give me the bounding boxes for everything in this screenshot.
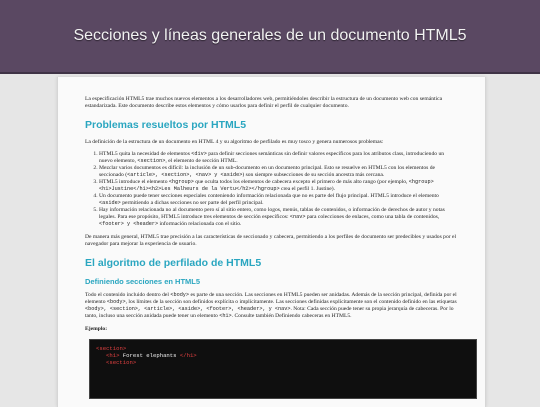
code-line: <section> bbox=[96, 345, 127, 352]
list-item: 1. HTML5 quita la necesidad de elementos <div> para definir secciones semánticas sin definir valores específicos para los atributos class, introduciendo un nuevo elemento, <section>, el elemento de sección HTML. bbox=[99, 151, 458, 165]
list-item: 2. Mezclar varios documentos es difícil: la inclusión de un sub-documento en un documento principal. Esto se resuelve en HTML5 con los elementos de seccionado (<article>, <section>, <nav> y <aside>) son siempre subsecciones de su sección ancestra más cercana. bbox=[99, 165, 458, 179]
document-sheet bbox=[57, 77, 486, 407]
code-line: <section> bbox=[106, 359, 137, 366]
section-heading-problems: Problemas resueltos por HTML5 bbox=[85, 119, 247, 131]
example-label: Ejemplo: bbox=[85, 326, 108, 332]
list-item: 5. Hay información relacionada no al documento pero sí al sitio entero, como logos, menús, tablas de contenidos, o información de derechos de autor y notas legales. Para ese propósito, HTML5 introduce tres elementos de sección específicos: <nav> para colecciones de enlaces, como una tabla de contenidos, <footer> y <header> información relacionada con el sitio. bbox=[99, 207, 458, 228]
document-content bbox=[58, 77, 485, 399]
section-heading-algorithm: El algoritmo de perfilado de HTML5 bbox=[85, 257, 262, 269]
subheading-defining-sections: Definiendo secciones en HTML5 bbox=[85, 277, 201, 286]
problems-list bbox=[85, 151, 458, 228]
code-example bbox=[89, 339, 477, 399]
title-banner bbox=[0, 0, 540, 74]
problems-lead: La definición de la estructura de un documento en HTML 4 y su algoritmo de perfilado es muy tosco y genera numerosos problemas: bbox=[85, 139, 384, 145]
list-item: 4. Un documento puede tener secciones especiales conteniendo información relacionada que no es parte del flujo principal. HTML5 introduce el elemento <aside> permitiendo a dichas secciones no ser parte del perfil principal. bbox=[99, 193, 458, 207]
list-item: 3. HTML5 introduce el elemento <hgroup> que oculta todos los elementos de cabecera excepto el primero de más alto rango (por ejemplo, <hgroup><h1>Justine</h1><h2>Les Malheurs de la Vertu</h2></hgroup> crea el perfil 1. Justine). bbox=[99, 179, 458, 193]
page-title: Secciones y líneas generales de un documento HTML5 bbox=[73, 27, 467, 44]
intro-paragraph: La especificación HTML5 trae muchos nuevos elementos a los desarrolladores web, permitiéndoles describir la estructura de un documento web con semántica estandarizada. Este documento describe estos elementos y cómo usarlos para definir el perfil de cualquier documento. bbox=[85, 96, 443, 109]
problems-closing: De manera más general, HTML5 trae precisión a las características de seccionado y cabecera, permitiendo a los perfiles de documento ser predecibles y usados por el navegador para mejorar la experiencia de usuario. bbox=[85, 234, 457, 247]
code-line: <h1> Forest elephants </h1> bbox=[106, 352, 197, 359]
sections-paragraph: Todo el contenido incluido dentro del <body> es parte de una sección. Las secciones en HTML5 pueden ser anidadas. Además de la sección principal, definida por el elemento <body>, los límites de la sección son definidos explícita o implícitamente. Las secciones definidas explícitamente son el contenido definido en las etiquetas <body>, <section>, <article>, <aside>, <footer>, <header>, y <nav>. Nota: Cada sección puede tener su propia jerarquía de cabeceras. Por lo tanto, incluso una sección anidada puede tener un elemento <h1>. Consulte también Definiendo cabeceras en HTML5. bbox=[85, 292, 457, 319]
